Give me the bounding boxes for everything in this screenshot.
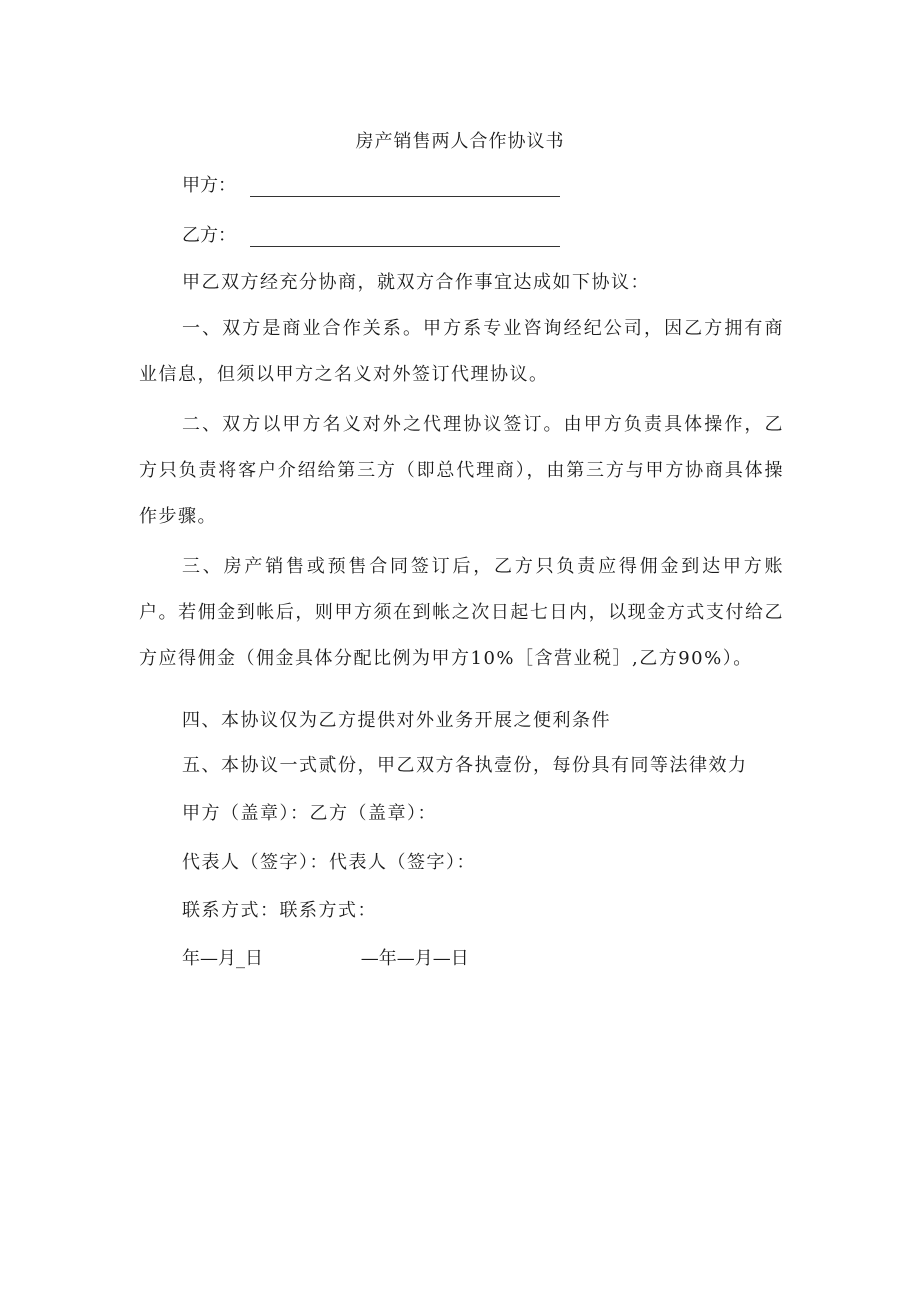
clause-3: 三、房产销售或预售合同签订后，乙方只负责应得佣金到达甲方账户。若佣金到帐后，则甲方须在到帐之次日起七日内，以现金方式支付给乙方应得佣金（佣金具体分配比例为甲方10%［含营业税］,乙方90%）。 <box>139 556 784 669</box>
clause-1: 一、双方是商业合作关系。甲方系专业咨询经纪公司，因乙方拥有商业信息，但须以甲方之名义对外签订代理协议。 <box>139 318 784 385</box>
date-left: 年—月_日 <box>182 948 263 969</box>
date-row <box>182 944 469 970</box>
intro-paragraph: 甲乙双方经充分协商，就双方合作事宜达成如下协议： <box>182 272 650 293</box>
seal-line: 甲方（盖章）：乙方（盖章）： <box>182 803 437 824</box>
party-b-label: 乙方： <box>182 225 236 246</box>
document-title: 房产销售两人合作协议书 <box>355 131 565 152</box>
party-a-field <box>182 171 560 197</box>
clause-4: 四、本协议仅为乙方提供对外业务开展之便利条件 <box>182 710 611 731</box>
party-b-field <box>182 221 560 247</box>
signature-line: 代表人（签字）：代表人（签字）： <box>182 852 476 873</box>
party-a-label: 甲方： <box>182 175 236 196</box>
party-a-blank-line <box>250 178 560 197</box>
party-b-blank-line <box>250 228 560 247</box>
contact-line: 联系方式：联系方式： <box>182 900 377 921</box>
date-right: —年—月—日 <box>360 948 469 969</box>
clause-5: 五、本协议一式贰份，甲乙双方各执壹份，每份具有同等法律效力 <box>182 755 748 776</box>
clause-2: 二、双方以甲方名义对外之代理协议签订。由甲方负责具体操作，乙方只负责将客户介绍给第三方（即总代理商），由第三方与甲方协商具体操作步骤。 <box>139 414 784 527</box>
